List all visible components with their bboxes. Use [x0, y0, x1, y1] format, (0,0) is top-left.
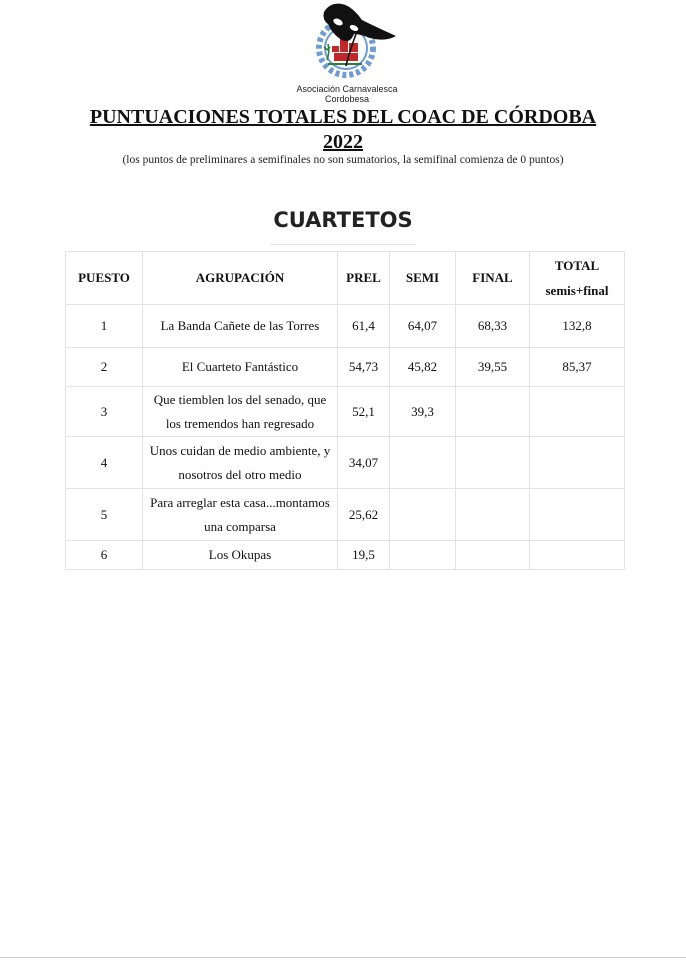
cell-total: 85,37	[530, 348, 625, 387]
cell-semi: 45,82	[390, 348, 456, 387]
cell-semi	[390, 437, 456, 489]
header-agrupacion: AGRUPACIÓN	[143, 252, 338, 305]
cell-semi	[390, 541, 456, 570]
cell-puesto: 1	[66, 305, 143, 348]
cell-agrupacion: Los Okupas	[143, 541, 338, 570]
cell-final	[456, 387, 530, 437]
cell-total: 132,8	[530, 305, 625, 348]
cell-total	[530, 489, 625, 541]
cell-semi: 39,3	[390, 387, 456, 437]
page-title-year: 2022	[323, 131, 363, 153]
table-row	[66, 348, 625, 387]
cell-prel: 25,62	[338, 489, 390, 541]
cell-prel: 61,4	[338, 305, 390, 348]
logo-text-line1: Asociación Carnavalesca	[296, 84, 398, 94]
cell-puesto: 6	[66, 541, 143, 570]
cell-final: 68,33	[456, 305, 530, 348]
cell-total	[530, 387, 625, 437]
cell-prel: 34,07	[338, 437, 390, 489]
page-bottom-divider	[0, 957, 686, 958]
cell-prel: 19,5	[338, 541, 390, 570]
table-row	[66, 489, 625, 541]
cell-puesto: 2	[66, 348, 143, 387]
cell-prel: 52,1	[338, 387, 390, 437]
cell-semi: 64,07	[390, 305, 456, 348]
header-prel: PREL	[338, 252, 390, 305]
header-total-line2: semis+final	[545, 283, 609, 298]
cell-final	[456, 437, 530, 489]
cell-final	[456, 541, 530, 570]
cell-agrupacion: Que tiemblen los del senado, que los tremendos han regresado	[143, 387, 338, 437]
table-row	[66, 437, 625, 489]
page-title: PUNTUACIONES TOTALES DEL COAC DE CÓRDOBA	[89, 106, 597, 128]
section-divider	[270, 244, 416, 245]
cell-agrupacion: Unos cuidan de medio ambiente, y nosotros del otro medio	[143, 437, 338, 489]
cell-total	[530, 541, 625, 570]
header-final: FINAL	[456, 252, 530, 305]
cell-puesto: 4	[66, 437, 143, 489]
cell-prel: 54,73	[338, 348, 390, 387]
table-row	[66, 541, 625, 570]
cell-semi	[390, 489, 456, 541]
logo-text-line2: Cordobesa	[324, 94, 370, 104]
cell-puesto: 5	[66, 489, 143, 541]
table-header-row	[66, 252, 625, 305]
header-total-line1: TOTAL	[554, 258, 600, 273]
table-row	[66, 305, 625, 348]
header-semi: SEMI	[390, 252, 456, 305]
page-subtitle: (los puntos de preliminares a semifinales no son sumatorios, la semifinal comienza de 0 puntos)	[122, 154, 564, 166]
scores-table	[65, 251, 625, 570]
cell-total	[530, 437, 625, 489]
cell-final	[456, 489, 530, 541]
cell-puesto: 3	[66, 387, 143, 437]
header-puesto: PUESTO	[66, 252, 143, 305]
header-total	[530, 252, 625, 305]
cell-agrupacion: Para arreglar esta casa...montamos una comparsa	[143, 489, 338, 541]
table-row	[66, 387, 625, 437]
section-title: CUARTETOS	[273, 208, 413, 232]
cell-agrupacion: La Banda Cañete de las Torres	[143, 305, 338, 348]
cell-agrupacion: El Cuarteto Fantástico	[143, 348, 338, 387]
cell-final: 39,55	[456, 348, 530, 387]
